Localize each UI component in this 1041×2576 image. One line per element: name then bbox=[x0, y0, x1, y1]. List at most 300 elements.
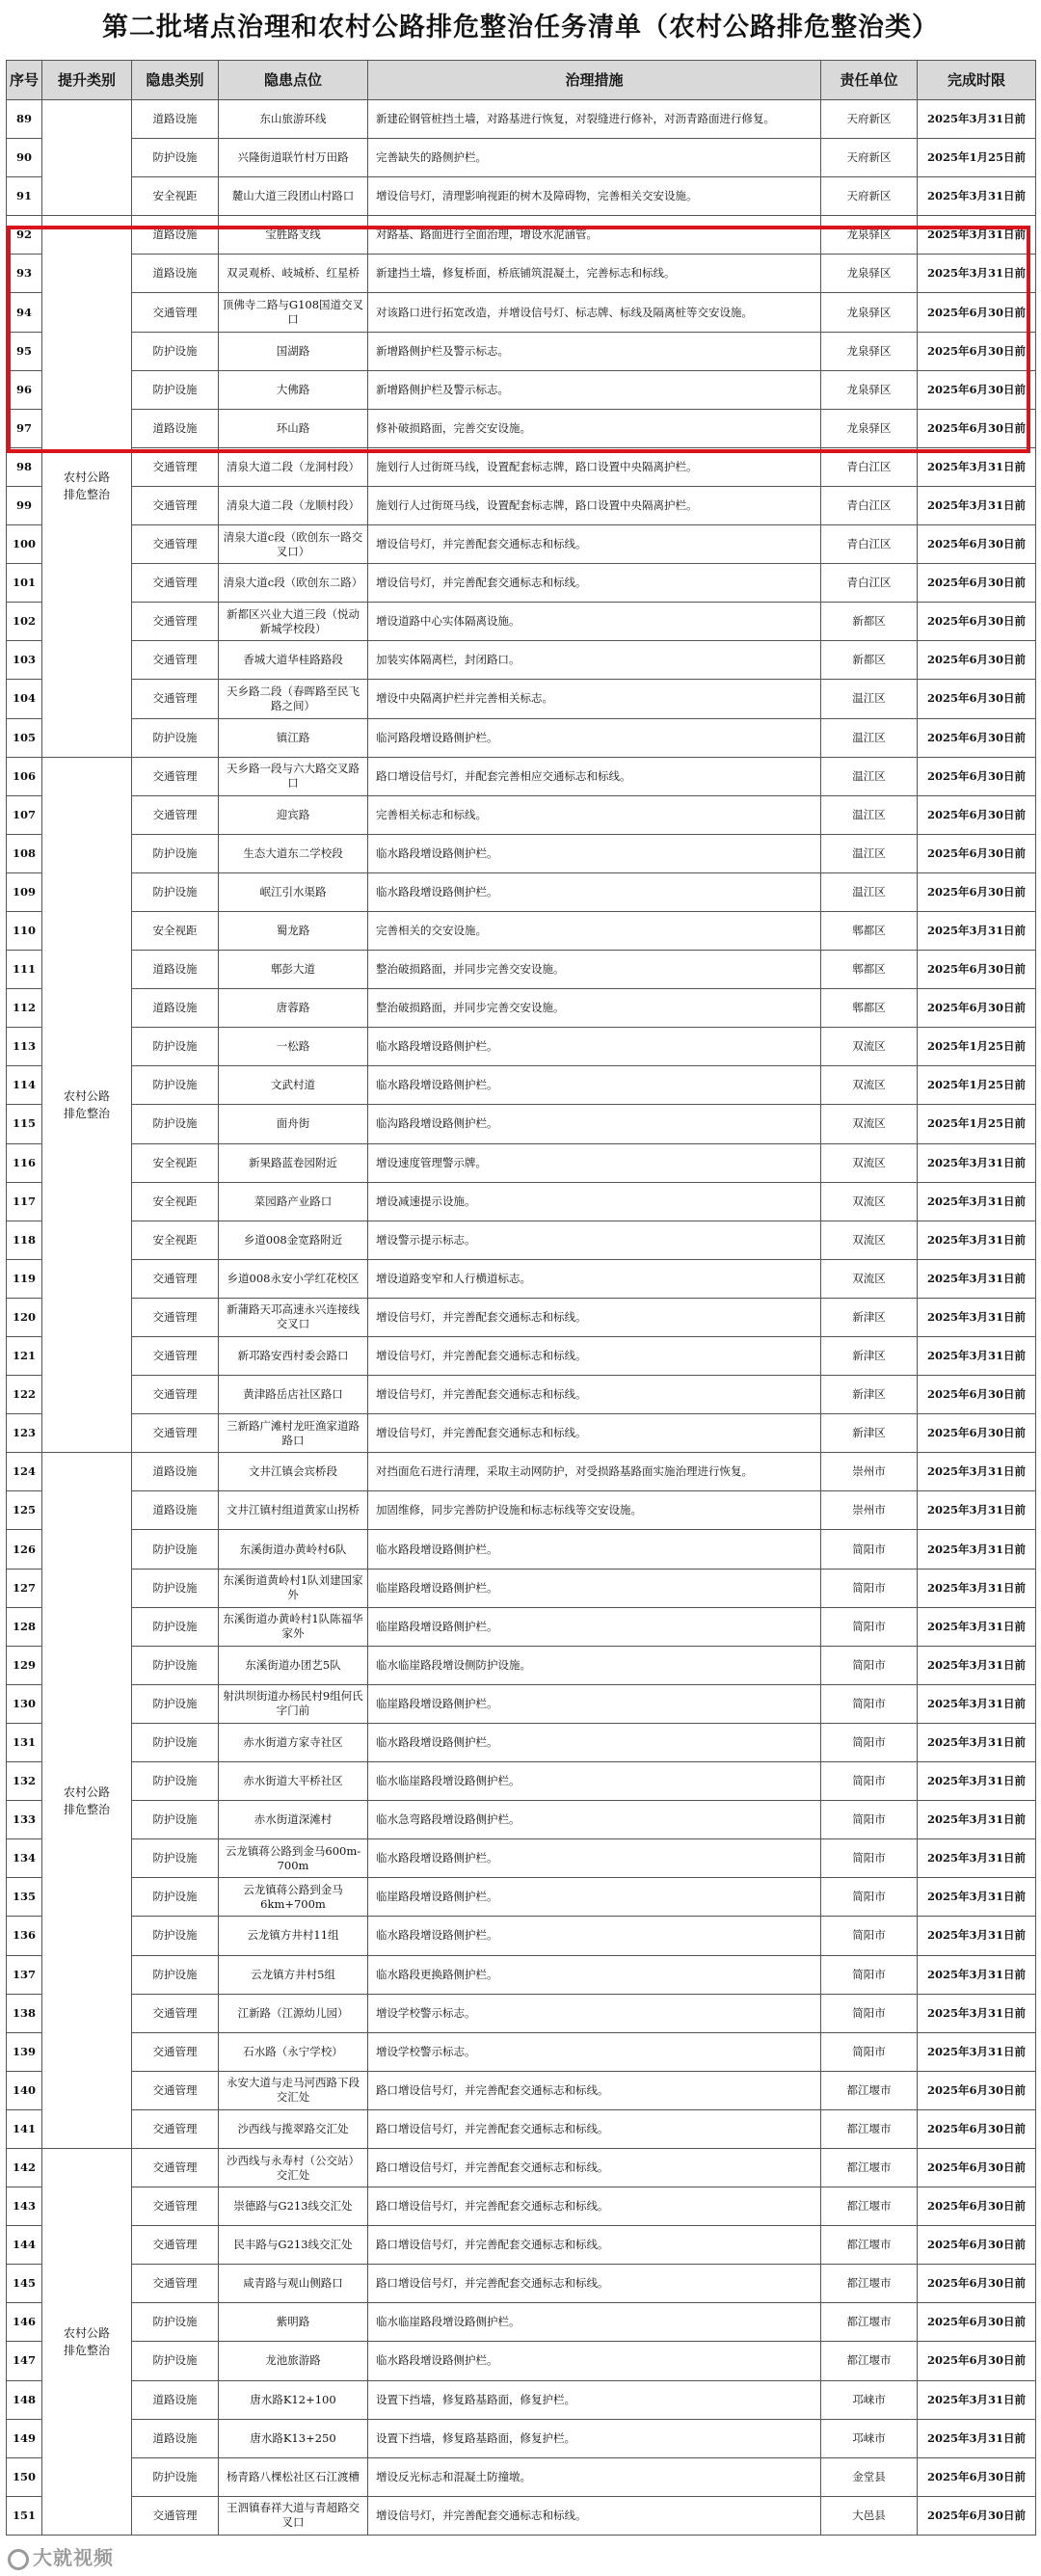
table-row bbox=[7, 100, 1036, 139]
hazard-location: 环山路 bbox=[219, 409, 368, 447]
table-row bbox=[7, 1762, 1036, 1801]
responsible-unit: 龙泉驿区 bbox=[821, 255, 918, 293]
table-row bbox=[7, 911, 1036, 950]
hazard-location: 大佛路 bbox=[219, 370, 368, 409]
hazard-type: 防护设施 bbox=[132, 1917, 219, 1955]
category-cell: 农村公路 排危整治 bbox=[42, 1453, 132, 2149]
hazard-type: 防护设施 bbox=[132, 1801, 219, 1839]
hazard-type: 交通管理 bbox=[132, 2187, 219, 2226]
hazard-location: 云龙镇蒋公路到金马600m-700m bbox=[219, 1839, 368, 1878]
hazard-type: 防护设施 bbox=[132, 1684, 219, 1723]
treatment-measure: 临水路段增设路侧护栏。 bbox=[368, 1839, 821, 1878]
hazard-location: 新都区兴业大道三段（悦动新城学校段） bbox=[219, 603, 368, 641]
hazard-type: 防护设施 bbox=[132, 1646, 219, 1684]
responsible-unit: 邛崃市 bbox=[821, 2380, 918, 2419]
category-cell: 农村公路 排危整治 bbox=[42, 216, 132, 757]
row-number: 100 bbox=[7, 525, 42, 564]
table-row bbox=[7, 1143, 1036, 1182]
deadline: 2025年6月30日前 bbox=[918, 2071, 1036, 2109]
deadline: 2025年6月30日前 bbox=[918, 951, 1036, 989]
hazard-type: 防护设施 bbox=[132, 872, 219, 911]
responsible-unit: 简阳市 bbox=[821, 1569, 918, 1607]
hazard-type: 防护设施 bbox=[132, 1066, 219, 1105]
hazard-location: 郫彭大道 bbox=[219, 951, 368, 989]
deadline: 2025年3月31日前 bbox=[918, 1801, 1036, 1839]
row-number: 99 bbox=[7, 486, 42, 524]
table-row bbox=[7, 1337, 1036, 1376]
responsible-unit: 龙泉驿区 bbox=[821, 293, 918, 332]
row-number: 110 bbox=[7, 911, 42, 950]
table-row bbox=[7, 1453, 1036, 1491]
row-number: 118 bbox=[7, 1221, 42, 1259]
treatment-measure: 临水路段增设路侧护栏。 bbox=[368, 834, 821, 872]
responsible-unit: 郫都区 bbox=[821, 989, 918, 1028]
treatment-measure: 增设道路中心实体隔离设施。 bbox=[368, 603, 821, 641]
treatment-measure: 临崖路段增设路侧护栏。 bbox=[368, 1607, 821, 1646]
treatment-measure: 修补破损路面，完善交安设施。 bbox=[368, 409, 821, 447]
hazard-type: 防护设施 bbox=[132, 2342, 219, 2380]
responsible-unit: 郫都区 bbox=[821, 951, 918, 989]
deadline: 2025年6月30日前 bbox=[918, 2148, 1036, 2187]
row-number: 96 bbox=[7, 370, 42, 409]
watermark-logo-icon bbox=[8, 2549, 29, 2570]
table-row bbox=[7, 1182, 1036, 1221]
treatment-measure: 路口增设信号灯，并完善配套交通标志和标线。 bbox=[368, 2071, 821, 2109]
treatment-measure: 临崖路段增设路侧护栏。 bbox=[368, 1569, 821, 1607]
category-cell: 农村公路 排危整治 bbox=[42, 757, 132, 1453]
hazard-type: 安全视距 bbox=[132, 1182, 219, 1221]
deadline: 2025年3月31日前 bbox=[918, 1955, 1036, 1994]
responsible-unit: 龙泉驿区 bbox=[821, 370, 918, 409]
header-no: 序号 bbox=[7, 61, 42, 100]
treatment-measure: 路口增设信号灯，并完善配套交通标志和标线。 bbox=[368, 2187, 821, 2226]
deadline: 2025年6月30日前 bbox=[918, 2265, 1036, 2303]
table-row bbox=[7, 332, 1036, 370]
row-number: 104 bbox=[7, 680, 42, 718]
responsible-unit: 大邑县 bbox=[821, 2496, 918, 2535]
responsible-unit: 金堂县 bbox=[821, 2457, 918, 2496]
hazard-location: 龙池旅游路 bbox=[219, 2342, 368, 2380]
hazard-location: 永安大道与走马河西路下段交汇处 bbox=[219, 2071, 368, 2109]
deadline: 2025年3月31日前 bbox=[918, 1259, 1036, 1298]
hazard-type: 交通管理 bbox=[132, 1259, 219, 1298]
hazard-location: 江新路（江源幼儿园） bbox=[219, 1994, 368, 2032]
header-measure: 治理措施 bbox=[368, 61, 821, 100]
hazard-location: 赤水街道方家寺社区 bbox=[219, 1723, 368, 1761]
treatment-measure: 临崖路段增设路侧护栏。 bbox=[368, 1878, 821, 1917]
hazard-location: 杨青路八棵松社区石江渡槽 bbox=[219, 2457, 368, 2496]
deadline: 2025年3月31日前 bbox=[918, 1453, 1036, 1491]
responsible-unit: 新都区 bbox=[821, 641, 918, 680]
row-number: 112 bbox=[7, 989, 42, 1028]
hazard-type: 防护设施 bbox=[132, 1530, 219, 1569]
responsible-unit: 青白江区 bbox=[821, 525, 918, 564]
deadline: 2025年6月30日前 bbox=[918, 409, 1036, 447]
hazard-type: 防护设施 bbox=[132, 1839, 219, 1878]
responsible-unit: 简阳市 bbox=[821, 1878, 918, 1917]
table-row bbox=[7, 951, 1036, 989]
table-row bbox=[7, 293, 1036, 332]
deadline: 2025年6月30日前 bbox=[918, 872, 1036, 911]
row-number: 106 bbox=[7, 757, 42, 795]
treatment-measure: 增设信号灯，并完善配套交通标志和标线。 bbox=[368, 1376, 821, 1414]
treatment-measure: 临沟路段增设路侧护栏。 bbox=[368, 1105, 821, 1143]
hazard-type: 防护设施 bbox=[132, 1762, 219, 1801]
responsible-unit: 简阳市 bbox=[821, 1646, 918, 1684]
table-row bbox=[7, 718, 1036, 757]
row-number: 93 bbox=[7, 255, 42, 293]
row-number: 107 bbox=[7, 795, 42, 834]
responsible-unit: 双流区 bbox=[821, 1182, 918, 1221]
deadline: 2025年3月31日前 bbox=[918, 1994, 1036, 2032]
responsible-unit: 温江区 bbox=[821, 680, 918, 718]
table-row bbox=[7, 2265, 1036, 2303]
hazard-type: 防护设施 bbox=[132, 834, 219, 872]
deadline: 2025年6月30日前 bbox=[918, 564, 1036, 603]
row-number: 148 bbox=[7, 2380, 42, 2419]
hazard-type: 交通管理 bbox=[132, 2226, 219, 2265]
table-row bbox=[7, 2109, 1036, 2148]
deadline: 2025年3月31日前 bbox=[918, 1491, 1036, 1530]
treatment-measure: 路口增设信号灯，并完善配套交通标志和标线。 bbox=[368, 2226, 821, 2265]
hazard-location: 云龙镇方井村11组 bbox=[219, 1917, 368, 1955]
hazard-location: 菜园路产业路口 bbox=[219, 1182, 368, 1221]
hazard-location: 新蒲路天邛高速永兴连接线交叉口 bbox=[219, 1298, 368, 1336]
row-number: 91 bbox=[7, 177, 42, 216]
deadline: 2025年3月31日前 bbox=[918, 1684, 1036, 1723]
deadline: 2025年3月31日前 bbox=[918, 447, 1036, 486]
hazard-location: 射洪坝街道办杨民村9组何氏字门前 bbox=[219, 1684, 368, 1723]
treatment-measure: 增设信号灯，清理影响视距的树木及障碍物，完善相关交安设施。 bbox=[368, 177, 821, 216]
treatment-measure: 增设反光标志和混凝土防撞墩。 bbox=[368, 2457, 821, 2496]
hazard-type: 道路设施 bbox=[132, 989, 219, 1028]
hazard-location: 一松路 bbox=[219, 1028, 368, 1066]
hazard-location: 迎宾路 bbox=[219, 795, 368, 834]
row-number: 146 bbox=[7, 2303, 42, 2342]
hazard-type: 防护设施 bbox=[132, 2457, 219, 2496]
responsible-unit: 新都区 bbox=[821, 603, 918, 641]
row-number: 150 bbox=[7, 2457, 42, 2496]
deadline: 2025年6月30日前 bbox=[918, 2303, 1036, 2342]
table-row bbox=[7, 1221, 1036, 1259]
responsible-unit: 双流区 bbox=[821, 1143, 918, 1182]
row-number: 129 bbox=[7, 1646, 42, 1684]
deadline: 2025年3月31日前 bbox=[918, 2380, 1036, 2419]
treatment-measure: 对路基、路面进行全面治理，增设水泥涵管。 bbox=[368, 216, 821, 255]
table-row bbox=[7, 2380, 1036, 2419]
deadline: 2025年3月31日前 bbox=[918, 1762, 1036, 1801]
header-category: 提升类别 bbox=[42, 61, 132, 100]
hazard-type: 交通管理 bbox=[132, 680, 219, 718]
row-number: 116 bbox=[7, 1143, 42, 1182]
table-row bbox=[7, 139, 1036, 177]
row-number: 131 bbox=[7, 1723, 42, 1761]
table-row bbox=[7, 834, 1036, 872]
responsible-unit: 简阳市 bbox=[821, 1762, 918, 1801]
responsible-unit: 天府新区 bbox=[821, 100, 918, 139]
treatment-measure: 增设道路变窄和人行横道标志。 bbox=[368, 1259, 821, 1298]
watermark-text: 大就视频 bbox=[33, 2546, 114, 2569]
responsible-unit: 温江区 bbox=[821, 795, 918, 834]
deadline: 2025年6月30日前 bbox=[918, 2457, 1036, 2496]
hazard-location: 民丰路与G213线交汇处 bbox=[219, 2226, 368, 2265]
responsible-unit: 简阳市 bbox=[821, 1839, 918, 1878]
row-number: 108 bbox=[7, 834, 42, 872]
hazard-type: 道路设施 bbox=[132, 2419, 219, 2457]
row-number: 92 bbox=[7, 216, 42, 255]
table-row bbox=[7, 1259, 1036, 1298]
deadline: 2025年3月31日前 bbox=[918, 177, 1036, 216]
header-hazard-type: 隐患类别 bbox=[132, 61, 219, 100]
treatment-measure: 设置下挡墙，修复路基路面，修复护栏。 bbox=[368, 2380, 821, 2419]
responsible-unit: 简阳市 bbox=[821, 1684, 918, 1723]
hazard-location: 香城大道华桂路路段 bbox=[219, 641, 368, 680]
deadline: 2025年6月30日前 bbox=[918, 370, 1036, 409]
responsible-unit: 都江堰市 bbox=[821, 2342, 918, 2380]
treatment-measure: 加装实体隔离栏，封闭路口。 bbox=[368, 641, 821, 680]
table-row bbox=[7, 486, 1036, 524]
hazard-type: 交通管理 bbox=[132, 2109, 219, 2148]
row-number: 120 bbox=[7, 1298, 42, 1336]
table-row bbox=[7, 2071, 1036, 2109]
treatment-measure: 新建砼钢管桩挡土墙，对路基进行恢复，对裂缝进行修补，对沥青路面进行修复。 bbox=[368, 100, 821, 139]
responsible-unit: 简阳市 bbox=[821, 1801, 918, 1839]
table-row bbox=[7, 1994, 1036, 2032]
hazard-location: 崇德路与G213线交汇处 bbox=[219, 2187, 368, 2226]
hazard-type: 道路设施 bbox=[132, 409, 219, 447]
hazard-location: 镇江路 bbox=[219, 718, 368, 757]
header-deadline: 完成时限 bbox=[918, 61, 1036, 100]
hazard-type: 交通管理 bbox=[132, 2265, 219, 2303]
row-number: 121 bbox=[7, 1337, 42, 1376]
hazard-type: 交通管理 bbox=[132, 1337, 219, 1376]
deadline: 2025年6月30日前 bbox=[918, 2109, 1036, 2148]
responsible-unit: 都江堰市 bbox=[821, 2109, 918, 2148]
responsible-unit: 双流区 bbox=[821, 1221, 918, 1259]
hazard-location: 赤水街道大平桥社区 bbox=[219, 1762, 368, 1801]
hazard-type: 防护设施 bbox=[132, 1878, 219, 1917]
category-cell bbox=[42, 100, 132, 216]
row-number: 138 bbox=[7, 1994, 42, 2032]
hazard-type: 交通管理 bbox=[132, 293, 219, 332]
row-number: 117 bbox=[7, 1182, 42, 1221]
deadline: 2025年6月30日前 bbox=[918, 641, 1036, 680]
table-row bbox=[7, 2187, 1036, 2226]
responsible-unit: 新津区 bbox=[821, 1414, 918, 1453]
hazard-type: 道路设施 bbox=[132, 255, 219, 293]
treatment-measure: 增设学校警示标志。 bbox=[368, 1994, 821, 2032]
deadline: 2025年3月31日前 bbox=[918, 1569, 1036, 1607]
deadline: 2025年3月31日前 bbox=[918, 1723, 1036, 1761]
table-row bbox=[7, 370, 1036, 409]
deadline: 2025年3月31日前 bbox=[918, 1530, 1036, 1569]
treatment-measure: 完善相关标志和标线。 bbox=[368, 795, 821, 834]
hazard-location: 沙西线与永寿村（公交站）交汇处 bbox=[219, 2148, 368, 2187]
table-row bbox=[7, 216, 1036, 255]
responsible-unit: 都江堰市 bbox=[821, 2303, 918, 2342]
treatment-measure: 整治破损路面，并同步完善交安设施。 bbox=[368, 989, 821, 1028]
table-row bbox=[7, 1491, 1036, 1530]
table-row bbox=[7, 1684, 1036, 1723]
deadline: 2025年6月30日前 bbox=[918, 1414, 1036, 1453]
hazard-type: 交通管理 bbox=[132, 486, 219, 524]
treatment-measure: 新增路侧护栏及警示标志。 bbox=[368, 332, 821, 370]
table-row bbox=[7, 177, 1036, 216]
table-row bbox=[7, 1298, 1036, 1336]
row-number: 127 bbox=[7, 1569, 42, 1607]
hazard-location: 文井江镇会宾桥段 bbox=[219, 1453, 368, 1491]
responsible-unit: 温江区 bbox=[821, 872, 918, 911]
hazard-type: 防护设施 bbox=[132, 332, 219, 370]
hazard-location: 王泗镇春祥大道与青超路交叉口 bbox=[219, 2496, 368, 2535]
hazard-type: 安全视距 bbox=[132, 1143, 219, 1182]
responsible-unit: 都江堰市 bbox=[821, 2071, 918, 2109]
row-number: 115 bbox=[7, 1105, 42, 1143]
row-number: 135 bbox=[7, 1878, 42, 1917]
deadline: 2025年3月31日前 bbox=[918, 1143, 1036, 1182]
hazard-type: 安全视距 bbox=[132, 177, 219, 216]
deadline: 2025年1月25日前 bbox=[918, 1105, 1036, 1143]
responsible-unit: 邛崃市 bbox=[821, 2419, 918, 2457]
hazard-type: 道路设施 bbox=[132, 216, 219, 255]
deadline: 2025年3月31日前 bbox=[918, 100, 1036, 139]
responsible-unit: 崇州市 bbox=[821, 1491, 918, 1530]
hazard-type: 道路设施 bbox=[132, 1491, 219, 1530]
row-number: 101 bbox=[7, 564, 42, 603]
row-number: 147 bbox=[7, 2342, 42, 2380]
hazard-location: 乡道008永安小学红花校区 bbox=[219, 1259, 368, 1298]
treatment-measure: 临水路段增设路侧护栏。 bbox=[368, 872, 821, 911]
hazard-location: 文武村道 bbox=[219, 1066, 368, 1105]
deadline: 2025年6月30日前 bbox=[918, 2226, 1036, 2265]
responsible-unit: 龙泉驿区 bbox=[821, 409, 918, 447]
table-row bbox=[7, 2303, 1036, 2342]
treatment-measure: 对挡面危石进行清理，采取主动网防护，对受损路基路面实施治理进行恢复。 bbox=[368, 1453, 821, 1491]
hazard-type: 交通管理 bbox=[132, 2148, 219, 2187]
page-title: 第二批堵点治理和农村公路排危整治任务清单（农村公路排危整治类） bbox=[102, 13, 939, 42]
row-number: 95 bbox=[7, 332, 42, 370]
row-number: 119 bbox=[7, 1259, 42, 1298]
hazard-type: 安全视距 bbox=[132, 1221, 219, 1259]
table-row bbox=[7, 680, 1036, 718]
hazard-type: 安全视距 bbox=[132, 911, 219, 950]
hazard-type: 交通管理 bbox=[132, 447, 219, 486]
row-number: 137 bbox=[7, 1955, 42, 1994]
treatment-measure: 施划行人过街斑马线，设置配套标志牌，路口设置中央隔离护栏。 bbox=[368, 486, 821, 524]
row-number: 89 bbox=[7, 100, 42, 139]
treatment-measure: 临水路段增设路侧护栏。 bbox=[368, 1723, 821, 1761]
treatment-measure: 路口增设信号灯，并完善配套交通标志和标线。 bbox=[368, 2109, 821, 2148]
table-row bbox=[7, 1801, 1036, 1839]
treatment-measure: 增设信号灯，并完善配套交通标志和标线。 bbox=[368, 2496, 821, 2535]
treatment-measure: 完善缺失的路侧护栏。 bbox=[368, 139, 821, 177]
hazard-location: 东溪街道办黄岭村1队陈福华家外 bbox=[219, 1607, 368, 1646]
treatment-measure: 临水路段增设路侧护栏。 bbox=[368, 1028, 821, 1066]
hazard-type: 交通管理 bbox=[132, 525, 219, 564]
hazard-location: 清泉大道二段（龙顺村段） bbox=[219, 486, 368, 524]
responsible-unit: 简阳市 bbox=[821, 1723, 918, 1761]
hazard-type: 交通管理 bbox=[132, 603, 219, 641]
row-number: 133 bbox=[7, 1801, 42, 1839]
hazard-location: 云龙镇方井村5组 bbox=[219, 1955, 368, 1994]
hazard-location: 麓山大道三段团山村路口 bbox=[219, 177, 368, 216]
table-row bbox=[7, 1955, 1036, 1994]
hazard-type: 交通管理 bbox=[132, 641, 219, 680]
hazard-type: 防护设施 bbox=[132, 1105, 219, 1143]
header-location: 隐患点位 bbox=[219, 61, 368, 100]
table-row bbox=[7, 1376, 1036, 1414]
deadline: 2025年6月30日前 bbox=[918, 2496, 1036, 2535]
hazard-type: 交通管理 bbox=[132, 564, 219, 603]
table-row bbox=[7, 2457, 1036, 2496]
hazard-location: 唐蓉路 bbox=[219, 989, 368, 1028]
responsible-unit: 简阳市 bbox=[821, 1530, 918, 1569]
deadline: 2025年3月31日前 bbox=[918, 911, 1036, 950]
treatment-measure: 临水路段更换路侧护栏。 bbox=[368, 1955, 821, 1994]
deadline: 2025年6月30日前 bbox=[918, 718, 1036, 757]
row-number: 145 bbox=[7, 2265, 42, 2303]
table-row bbox=[7, 1878, 1036, 1917]
hazard-type: 交通管理 bbox=[132, 757, 219, 795]
hazard-location: 宝胜路支线 bbox=[219, 216, 368, 255]
deadline: 2025年3月31日前 bbox=[918, 255, 1036, 293]
responsible-unit: 天府新区 bbox=[821, 177, 918, 216]
row-number: 141 bbox=[7, 2109, 42, 2148]
hazard-type: 防护设施 bbox=[132, 1723, 219, 1761]
hazard-location: 石水路（永宁学校） bbox=[219, 2032, 368, 2071]
hazard-type: 交通管理 bbox=[132, 2032, 219, 2071]
responsible-unit: 双流区 bbox=[821, 1259, 918, 1298]
table-row bbox=[7, 2148, 1036, 2187]
row-number: 144 bbox=[7, 2226, 42, 2265]
treatment-measure: 临水临崖路段增设路侧护栏。 bbox=[368, 1762, 821, 1801]
treatment-measure: 临水路段增设路侧护栏。 bbox=[368, 1066, 821, 1105]
table-row bbox=[7, 2342, 1036, 2380]
responsible-unit: 都江堰市 bbox=[821, 2265, 918, 2303]
table-row bbox=[7, 2496, 1036, 2535]
table-row bbox=[7, 1530, 1036, 1569]
treatment-measure: 临水路段增设路侧护栏。 bbox=[368, 1917, 821, 1955]
deadline: 2025年3月31日前 bbox=[918, 1646, 1036, 1684]
deadline: 2025年6月30日前 bbox=[918, 795, 1036, 834]
hazard-location: 蜀龙路 bbox=[219, 911, 368, 950]
treatment-measure: 增设信号灯，并完善配套交通标志和标线。 bbox=[368, 525, 821, 564]
hazard-type: 交通管理 bbox=[132, 1376, 219, 1414]
treatment-measure: 临水路段增设路侧护栏。 bbox=[368, 1530, 821, 1569]
hazard-location: 文井江镇村组道黄家山拐桥 bbox=[219, 1491, 368, 1530]
deadline: 2025年3月31日前 bbox=[918, 1607, 1036, 1646]
table-row bbox=[7, 641, 1036, 680]
hazard-type: 道路设施 bbox=[132, 2380, 219, 2419]
hazard-location: 清泉大道c段（欧创东二路） bbox=[219, 564, 368, 603]
table-header-row bbox=[7, 61, 1036, 100]
deadline: 2025年3月31日前 bbox=[918, 486, 1036, 524]
treatment-measure: 完善相关的交安设施。 bbox=[368, 911, 821, 950]
responsible-unit: 都江堰市 bbox=[821, 2148, 918, 2187]
deadline: 2025年6月30日前 bbox=[918, 293, 1036, 332]
hazard-location: 面舟街 bbox=[219, 1105, 368, 1143]
responsible-unit: 简阳市 bbox=[821, 1955, 918, 1994]
table-row bbox=[7, 1839, 1036, 1878]
deadline: 2025年3月31日前 bbox=[918, 2419, 1036, 2457]
deadline: 2025年3月31日前 bbox=[918, 1839, 1036, 1878]
hazard-type: 交通管理 bbox=[132, 1414, 219, 1453]
treatment-measure: 增设警示提示标志。 bbox=[368, 1221, 821, 1259]
hazard-type: 防护设施 bbox=[132, 139, 219, 177]
row-number: 149 bbox=[7, 2419, 42, 2457]
row-number: 111 bbox=[7, 951, 42, 989]
deadline: 2025年3月31日前 bbox=[918, 2032, 1036, 2071]
